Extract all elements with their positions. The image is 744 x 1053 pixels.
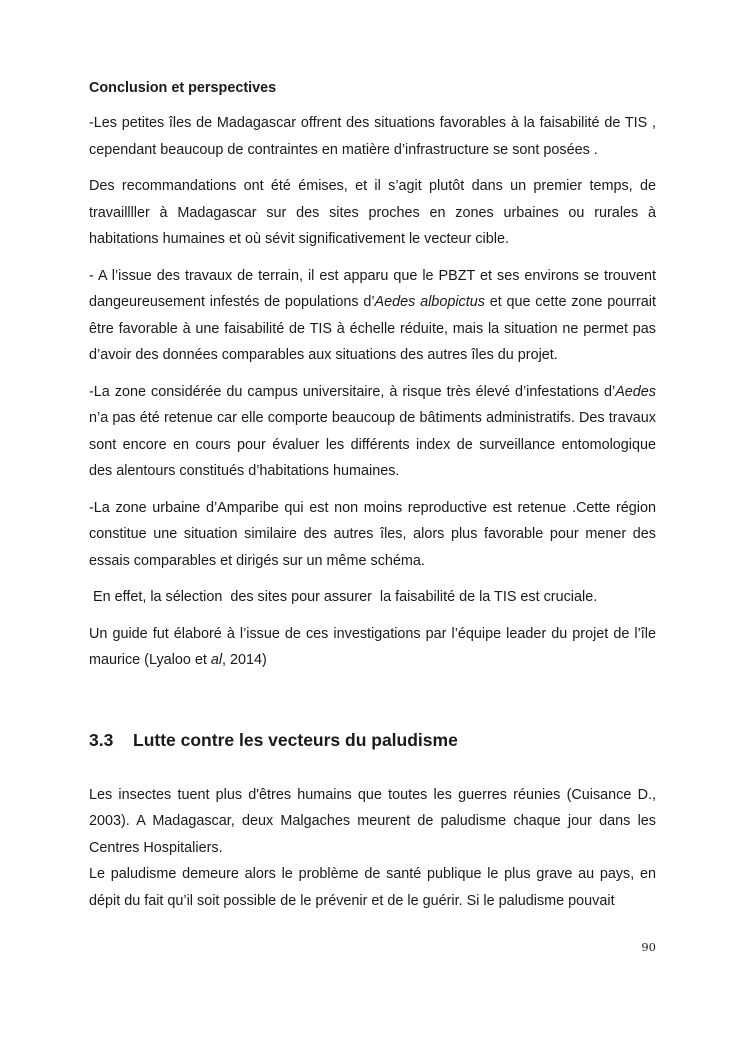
paragraph-4 bbox=[89, 379, 656, 485]
conclusion-heading: Conclusion et perspectives bbox=[89, 80, 277, 96]
paragraph-6: En effet, la sélection des sites pour assurer la faisabilité de la TIS est cruciale. bbox=[89, 589, 598, 605]
paragraph-3-text-a: - A l’issue des travaux de terrain, il est apparu que le PBZT et ses environs se trouvent dangeureusement infestés de populations d’ bbox=[89, 267, 656, 310]
paragraph-4-genus: Aedes bbox=[615, 383, 656, 400]
paragraph-4-text-b: n’a pas été retenue car elle comporte beaucoup de bâtiments administratifs. Des travaux sont encore en cours pour évaluer les différents index de surveillance entomologique des alentours constitués d’habitations humaines. bbox=[89, 410, 656, 479]
paragraph-2: Des recommandations ont été émises, et il s’agit plutôt dans un premier temps, de travaillller à Madagascar sur des sites proches en zones urbaines ou rurales à habitations humaines et où sévit significativement le vecteur cible. bbox=[89, 178, 656, 247]
paragraph-7-text-a: Un guide fut élaboré à l’issue de ces investigations par l’équipe leader du projet de l’île maurice (Lyaloo et bbox=[89, 625, 656, 668]
paragraph-7 bbox=[89, 621, 656, 674]
section-number: 3.3 bbox=[89, 729, 114, 750]
section-paragraph-2: Le paludisme demeure alors le problème de santé publique le plus grave au pays, en dépit du fait qu’il soit possible de le prévenir et de le guérir. Si le paludisme pouvait bbox=[89, 866, 656, 909]
section-paragraph-1: Les insectes tuent plus d'êtres humains que toutes les guerres réunies (Cuisance D., 2003). A Madagascar, deux Malgaches meurent de paludisme chaque jour dans les Centres Hospitaliers. bbox=[89, 786, 656, 856]
paragraph-7-al: al bbox=[210, 652, 223, 668]
paragraph-3 bbox=[89, 263, 656, 369]
paragraph-3-text-b: et que cette zone pourrait être favorable à une faisabilité de TIS à échelle réduite, mais la situation ne permet pas d’avoir des données comparables aux situations des autres îles du projet. bbox=[89, 294, 657, 363]
paragraph-7-text-b: , 2014) bbox=[222, 652, 267, 668]
page-number: 90 bbox=[641, 940, 656, 954]
page-content bbox=[89, 78, 656, 914]
paragraph-5: -La zone urbaine d’Amparibe qui est non moins reproductive est retenue .Cette région constitue une situation similaire des autres îles, alors plus favorable pour mener des essais comparables et dirigés sur un même schéma. bbox=[89, 499, 656, 569]
paragraph-3-species: Aedes albopictus bbox=[374, 294, 485, 310]
section-heading bbox=[89, 728, 656, 752]
section-title: Lutte contre les vecteurs du paludisme bbox=[133, 729, 458, 750]
paragraph-1: -Les petites îles de Madagascar offrent des situations favorables à la faisabilité de TIS , cependant beaucoup de contraintes en matière d’infrastructure se sont posées . bbox=[89, 115, 656, 158]
paragraph-4-text-a: -La zone considérée du campus universitaire, à risque très élevé d’infestations d’ bbox=[89, 383, 616, 400]
